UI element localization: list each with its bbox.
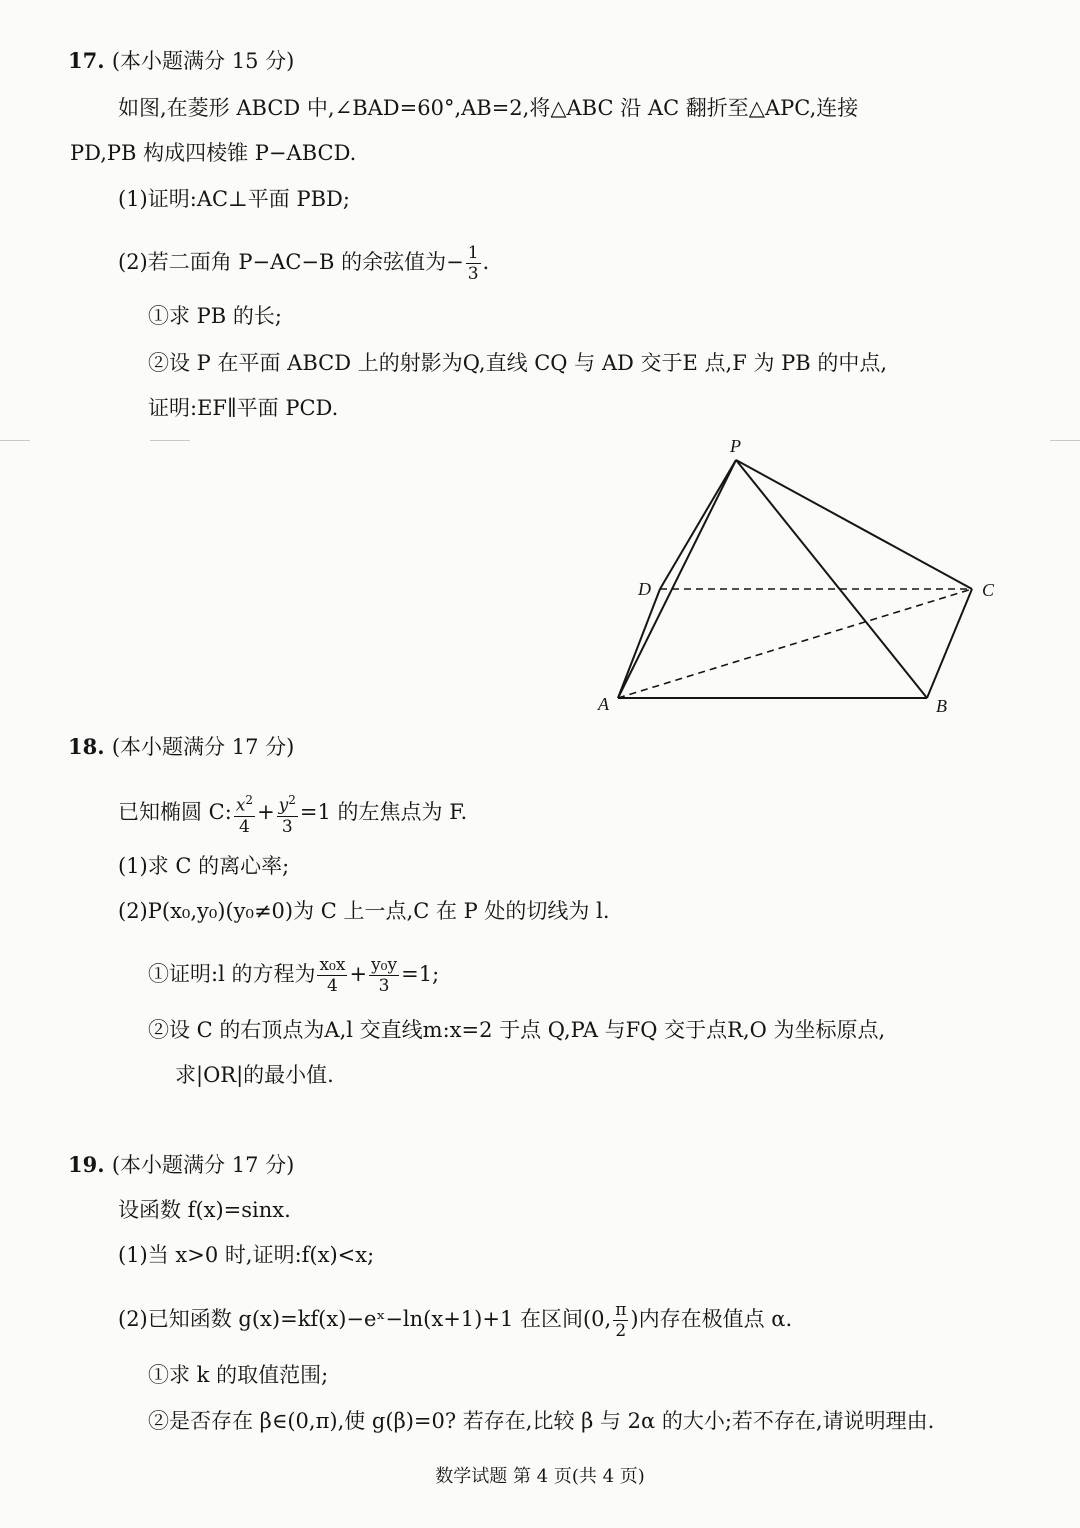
q19-sub1: ①求 k 的取值范围; <box>148 1363 329 1387</box>
edge-AD <box>618 589 660 698</box>
fraction-denominator: 3 <box>281 816 293 837</box>
q17-intro-line2: PD,PB 构成四棱锥 P−ABCD. <box>70 141 357 165</box>
fraction-denominator: 4 <box>327 976 338 996</box>
q18-intro-end: =1 的左焦点为 F. <box>299 799 468 824</box>
q18-intro <box>118 790 467 837</box>
scan-mark <box>1050 440 1080 441</box>
label-B: B <box>936 696 947 716</box>
q19-intro: 设函数 f(x)=sinx. <box>118 1198 291 1222</box>
q18-part1: (1)求 C 的离心率; <box>118 854 290 878</box>
q17-part1: (1)证明:AC⊥平面 PBD; <box>118 187 350 211</box>
fraction-denominator: 4 <box>239 816 250 837</box>
plus-sign: + <box>349 962 368 986</box>
q19-sub2: ②是否存在 β∈(0,π),使 g(β)=0? 若存在,比较 β 与 2α 的大小;若不存在,请说明理由. <box>148 1409 935 1433</box>
edge-AC-dashed <box>618 589 972 698</box>
scan-mark <box>0 440 30 441</box>
page-footer: 数学试题 第 4 页(共 4 页) <box>435 1466 645 1487</box>
q19-part2-text: (2)已知函数 g(x)=kf(x)−eˣ−ln(x+1)+1 在区间(0, <box>118 1307 612 1331</box>
fraction-x2-over-4 <box>234 790 255 837</box>
scan-mark <box>150 440 190 441</box>
fraction-numerator: $y^2$ <box>277 790 298 817</box>
q17-points: (本小题满分 15 分) <box>111 49 295 73</box>
fraction-y2-over-3 <box>277 790 298 837</box>
edge-BC <box>927 589 972 698</box>
q18-intro-text: 已知椭圆 C: <box>118 799 232 824</box>
q17-heading <box>68 46 294 76</box>
q19-points: (本小题满分 17 分) <box>111 1153 295 1177</box>
q17-sub2-line2: 证明:EF∥平面 PCD. <box>148 396 339 420</box>
q17-part2 <box>118 243 489 284</box>
fraction-y0y-over-3 <box>369 955 399 996</box>
q17-sub2-line1: ②设 P 在平面 ABCD 上的射影为Q,直线 CQ 与 AD 交于E 点,F 为 PB 的中点, <box>148 351 888 375</box>
q17-part2-end: . <box>482 250 490 274</box>
label-P: P <box>730 436 741 456</box>
q18-part2: (2)P(x₀,y₀)(y₀≠0)为 C 上一点,C 在 P 处的切线为 l. <box>118 899 610 923</box>
fraction-denominator: 3 <box>378 976 390 996</box>
edge-PA <box>618 460 736 698</box>
q18-number: 18. <box>68 734 105 759</box>
q18-sub2-line2: 求|OR|的最小值. <box>175 1063 334 1087</box>
fraction-denominator: 2 <box>615 1321 627 1341</box>
q18-points: (本小题满分 17 分) <box>111 735 295 759</box>
q19-number: 19. <box>68 1152 105 1177</box>
plus-sign: + <box>257 799 275 824</box>
fraction-numerator: 1 <box>467 243 479 263</box>
q18-sub1-text: ①证明:l 的方程为 <box>148 962 316 986</box>
q19-part2-end: )内存在极值点 α. <box>630 1307 793 1331</box>
q17-part2-text: (2)若二面角 P−AC−B 的余弦值为− <box>118 250 464 274</box>
q18-heading <box>68 732 294 762</box>
q19-part2 <box>118 1300 792 1341</box>
edge-PB <box>736 460 927 698</box>
q19-heading <box>68 1150 294 1180</box>
q17-number: 17. <box>68 48 105 73</box>
fraction-numerator: x₀x <box>319 955 346 975</box>
q17-intro-line1: 如图,在菱形 ABCD 中,∠BAD=60°,AB=2,将△ABC 沿 AC 翻折至△APC,连接 <box>118 96 859 120</box>
q19-part1: (1)当 x>0 时,证明:f(x)<x; <box>118 1243 375 1267</box>
label-C: C <box>982 580 995 600</box>
edge-PC <box>736 460 972 589</box>
q18-sub1-end: =1; <box>401 962 440 986</box>
pyramid-figure <box>590 430 1020 730</box>
fraction-numerator: π <box>615 1300 627 1320</box>
fraction-denominator: 3 <box>467 264 479 284</box>
q18-sub1 <box>148 955 439 996</box>
fraction-numerator: $x^2$ <box>234 790 255 817</box>
fraction-numerator: y₀y <box>371 955 398 975</box>
q17-sub1: ①求 PB 的长; <box>148 304 282 328</box>
label-D: D <box>638 579 651 599</box>
fraction-pi-over-2 <box>613 1300 628 1341</box>
edge-PD <box>660 460 736 589</box>
label-A: A <box>598 694 609 714</box>
fraction-x0x-over-4 <box>317 955 347 996</box>
q18-sub2-line1: ②设 C 的右顶点为A,l 交直线m:x=2 于点 Q,PA 与FQ 交于点R,O 为坐标原点, <box>148 1018 886 1042</box>
q17-fraction <box>466 243 481 284</box>
